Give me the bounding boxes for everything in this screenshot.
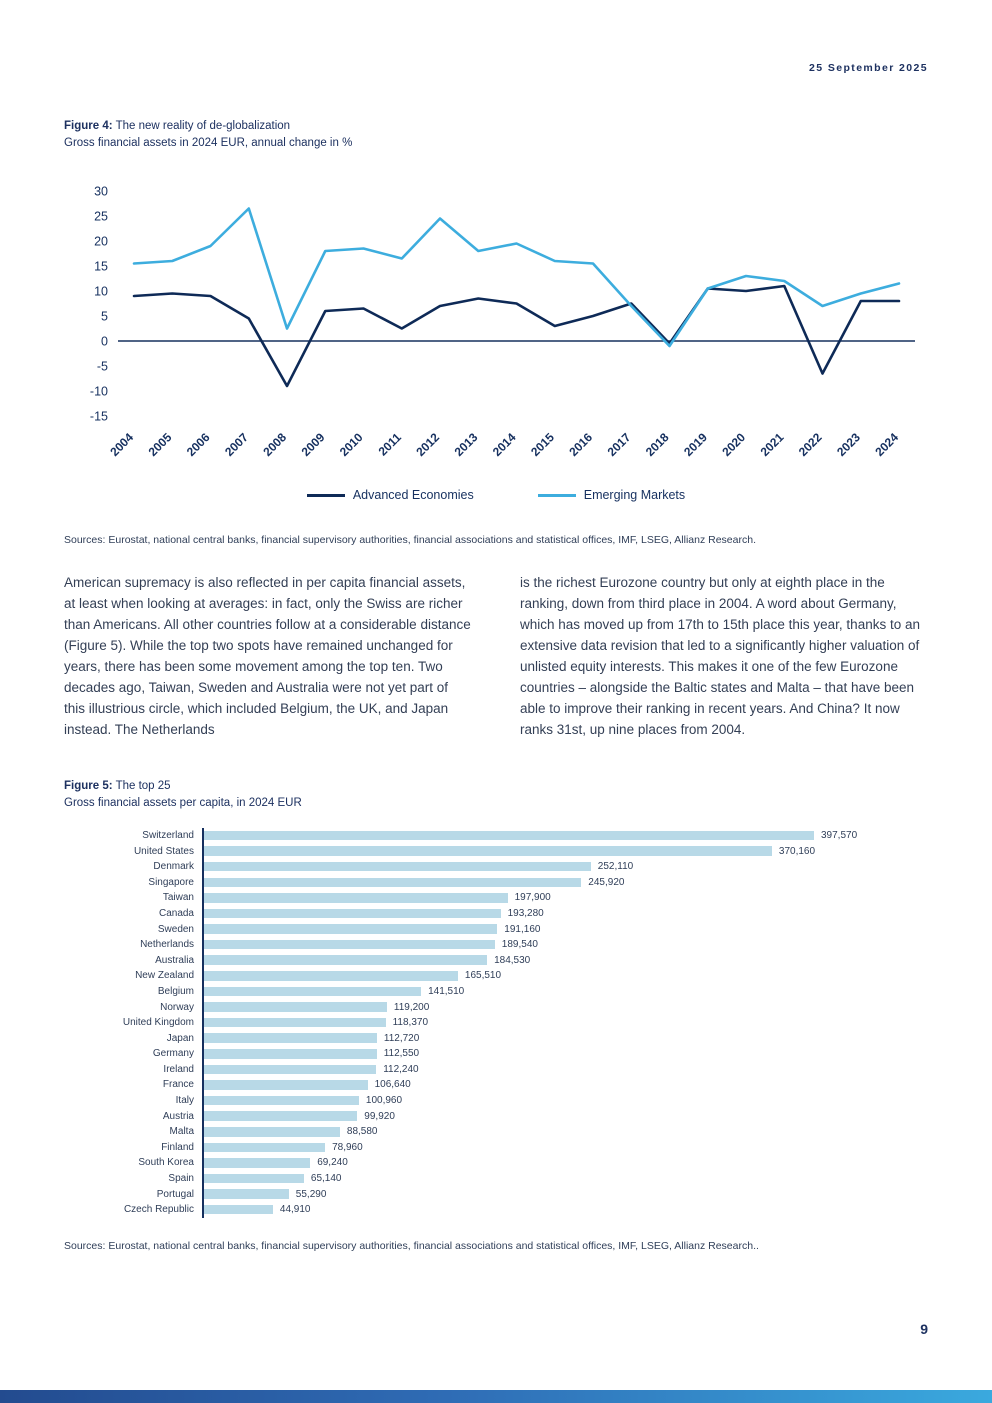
bar-track — [202, 1046, 928, 1062]
bar-track — [202, 1155, 928, 1171]
x-tick-label: 2014 — [489, 430, 519, 460]
x-tick-label: 2010 — [336, 430, 366, 460]
bar-value-label: 69,240 — [317, 1157, 348, 1169]
x-tick-label: 2011 — [375, 430, 404, 459]
bar-value-label: 65,140 — [310, 1173, 342, 1185]
bar-track — [202, 1124, 928, 1140]
bar-row — [64, 968, 928, 984]
bar-value-label: 191,160 — [504, 923, 541, 935]
figure4-title-line — [64, 118, 928, 135]
bar-value-label: 165,510 — [464, 970, 502, 982]
bar-value-label: 55,290 — [295, 1188, 327, 1200]
bar-category-label: Germany — [152, 1048, 194, 1060]
bar-value-label: 370,160 — [778, 845, 816, 857]
bar-row — [64, 952, 928, 968]
figure4-sources: Sources: Eurostat, national central banks, financial supervisory authorities, financial associations and statistical offices, IMF, LSEG, Allianz Research. — [64, 534, 756, 547]
y-tick-label: 0 — [101, 334, 108, 349]
x-tick-label: 2012 — [413, 430, 443, 460]
bar-category-label: Ireland — [163, 1063, 194, 1075]
bar — [204, 1189, 289, 1199]
bar-row — [64, 1155, 928, 1171]
x-tick-label: 2023 — [834, 430, 863, 460]
x-tick-label: 2021 — [757, 430, 787, 460]
bar-row — [64, 843, 928, 859]
bar-category-label: United Kingdom — [122, 1017, 194, 1029]
bar — [204, 940, 495, 950]
y-tick-label: 5 — [101, 309, 108, 324]
bar-track — [202, 1093, 928, 1109]
bar-track — [202, 1202, 928, 1218]
bar-category-label: Switzerland — [142, 829, 194, 841]
bar-track — [202, 937, 928, 953]
bar-value-label: 118,370 — [392, 1017, 428, 1029]
bar — [204, 1033, 377, 1043]
bar-category-label: Norway — [160, 1001, 194, 1013]
emerging-markets-line-swatch — [538, 494, 576, 497]
bar-track — [202, 890, 928, 906]
bar — [204, 1127, 340, 1137]
emerging-markets-line — [134, 209, 899, 347]
x-tick-label: 2020 — [719, 430, 749, 460]
bar-track — [202, 999, 928, 1015]
bar-track — [202, 1186, 928, 1202]
bar-category-label: Finland — [161, 1141, 194, 1153]
bar-track — [202, 952, 928, 968]
y-tick-label: -5 — [96, 359, 108, 374]
advanced-economies-line-swatch — [307, 494, 345, 497]
bar — [204, 862, 591, 872]
x-tick-label: 2004 — [107, 430, 137, 460]
bar — [204, 1174, 304, 1184]
bar-row — [64, 1077, 928, 1093]
bar — [204, 878, 581, 888]
bar-category-label: Japan — [166, 1032, 194, 1044]
bar-row — [64, 1030, 928, 1046]
bar-row — [64, 874, 928, 890]
bar-category-label: Malta — [169, 1126, 194, 1138]
footer-accent-bar — [0, 1390, 992, 1403]
bar-category-label: Canada — [158, 907, 194, 919]
x-tick-label: 2016 — [566, 430, 596, 460]
bar — [204, 909, 501, 919]
bar-category-label: South Korea — [138, 1157, 194, 1169]
figure4-label: Figure 4: — [64, 120, 113, 132]
bar-category-label: United States — [133, 845, 194, 857]
bar-track — [202, 828, 928, 844]
y-tick-label: 30 — [94, 184, 108, 199]
bar-value-label: 100,960 — [365, 1095, 403, 1107]
bar-value-label: 252,110 — [597, 861, 634, 873]
y-tick-label: 15 — [94, 259, 108, 274]
bar-track — [202, 906, 928, 922]
x-tick-label: 2005 — [145, 430, 175, 460]
bar-row — [64, 937, 928, 953]
figure5-title-line — [64, 778, 928, 795]
bar-row — [64, 1171, 928, 1187]
bar — [204, 971, 458, 981]
x-tick-label: 2024 — [872, 430, 902, 460]
x-tick-label: 2015 — [528, 430, 557, 460]
y-tick-label: 25 — [94, 209, 108, 224]
bar-value-label: 44,910 — [279, 1204, 311, 1216]
bar-value-label: 189,540 — [501, 939, 538, 951]
body-column-left: American supremacy is also reflected in per capita financial assets, at least when looking at averages: in fact, only the Swiss are richer than Americans. All other countries follow at a considerable distance (Figure 5). While the top two spots have remained unchanged for years, there has been some movement among the top ten. Two decades ago, Taiwan, Sweden and Australia were not yet part of this illustrious circle, which included Belgium, the UK, and Japan instead. The Netherlands — [64, 575, 471, 738]
bar-category-label: Singapore — [148, 876, 194, 888]
bar — [204, 1018, 386, 1028]
bar-category-label: Sweden — [157, 923, 194, 935]
bar-track — [202, 1030, 928, 1046]
bar-value-label: 112,240 — [383, 1063, 419, 1075]
bar-row — [64, 984, 928, 1000]
bar-value-label: 88,580 — [346, 1126, 378, 1138]
bar — [204, 1205, 273, 1215]
x-tick-label: 2006 — [183, 430, 213, 460]
bar-row — [64, 1124, 928, 1140]
bar-track — [202, 1140, 928, 1156]
figure4-caption — [64, 118, 928, 151]
bar-value-label: 193,280 — [507, 907, 544, 919]
x-tick-label: 2007 — [222, 430, 251, 460]
x-tick-label: 2008 — [260, 430, 290, 460]
bar-track — [202, 921, 928, 937]
bar-row — [64, 1093, 928, 1109]
bar-category-label: Portugal — [156, 1188, 194, 1200]
bar-track — [202, 1015, 928, 1031]
bar — [204, 1111, 357, 1121]
figure5-caption — [64, 778, 928, 811]
bar-value-label: 99,920 — [364, 1110, 395, 1122]
bar-category-label: New Zealand — [135, 970, 194, 982]
bar-category-label: Italy — [175, 1095, 194, 1107]
bar-category-label: Taiwan — [162, 892, 194, 904]
bar-row — [64, 1140, 928, 1156]
body-text — [64, 572, 928, 740]
bar — [204, 1080, 368, 1090]
bar-row — [64, 828, 928, 844]
figure5-title: The top 25 — [115, 780, 171, 793]
bar-row — [64, 859, 928, 875]
bar-category-label: Australia — [155, 954, 194, 966]
figure5-bar-chart — [64, 828, 928, 1218]
line-chart-legend — [64, 488, 928, 502]
bar-value-label: 245,920 — [588, 876, 625, 888]
legend-label-advanced-economies: Advanced Economies — [352, 488, 474, 503]
bar — [204, 987, 421, 997]
bar — [204, 893, 508, 903]
bar-value-label: 112,550 — [383, 1048, 420, 1060]
bar-row — [64, 1015, 928, 1031]
y-tick-label: 10 — [94, 284, 108, 299]
figure4-subtitle: Gross financial assets in 2024 EUR, annual change in % — [64, 136, 353, 149]
bar-track — [202, 874, 928, 890]
bar — [204, 955, 487, 965]
bar-row — [64, 1062, 928, 1078]
bar-category-label: Austria — [162, 1110, 194, 1122]
legend-item-advanced-economies — [307, 488, 474, 502]
x-tick-label: 2009 — [298, 430, 328, 460]
bar — [204, 831, 814, 841]
bar-category-label: France — [162, 1079, 194, 1091]
x-tick-label: 2018 — [642, 430, 672, 460]
x-tick-label: 2022 — [795, 430, 825, 460]
body-column-right: is the richest Eurozone country but only at eighth place in the ranking, down from third place in 2004. A word about Germany, which has moved up from 17th to 15th place this year, thanks to an extensive data revision that led to a significantly higher valuation of unlisted equity interests. This makes it one of the few Eurozone countries – alongside the Baltic states and Malta – that have been able to improve their ranking in recent years. And China? It now ranks 31st, up nine places from 2004. — [520, 575, 920, 738]
bar-value-label: 119,200 — [393, 1001, 430, 1013]
bar-value-label: 106,640 — [374, 1079, 411, 1091]
bar-row — [64, 1108, 928, 1124]
bar-row — [64, 921, 928, 937]
line-chart-svg — [68, 181, 930, 479]
bar-track — [202, 1171, 928, 1187]
advanced-economies-line — [134, 286, 899, 386]
bar — [204, 1143, 325, 1153]
bar — [204, 924, 497, 934]
bar — [204, 1049, 377, 1059]
bar-value-label: 397,570 — [821, 829, 858, 841]
bar-category-label: Spain — [168, 1173, 194, 1185]
legend-label-emerging-markets: Emerging Markets — [583, 488, 686, 503]
bar-value-label: 197,900 — [514, 892, 551, 904]
bar-row — [64, 890, 928, 906]
bar-track — [202, 968, 928, 984]
bar-track — [202, 1077, 928, 1093]
bar-value-label: 141,510 — [428, 985, 465, 997]
figure4-title: The new reality of de-globalization — [115, 120, 291, 132]
bar-category-label: Netherlands — [140, 939, 194, 951]
bar — [204, 1065, 376, 1075]
bar-track — [202, 859, 928, 875]
x-tick-label: 2017 — [604, 430, 634, 460]
bar-row — [64, 1202, 928, 1218]
y-tick-label: -10 — [89, 384, 108, 399]
bar-value-label: 184,530 — [494, 954, 531, 966]
x-tick-label: 2019 — [681, 430, 710, 460]
figure5-subtitle: Gross financial assets per capita, in 2024 EUR — [64, 797, 302, 810]
x-tick-label: 2013 — [451, 430, 481, 460]
bar — [204, 1002, 387, 1012]
figure5-sources: Sources: Eurostat, national central banks, financial supervisory authorities, financial associations and statistical offices, IMF, LSEG, Allianz Research.. — [64, 1239, 759, 1252]
legend-item-emerging-markets — [538, 488, 685, 502]
bar-track — [202, 1108, 928, 1124]
bar — [204, 1096, 359, 1106]
report-date: 25 September 2025 — [809, 62, 928, 74]
bar-track — [202, 984, 928, 1000]
bar-track — [202, 1062, 928, 1078]
bar — [204, 846, 772, 856]
bar-value-label: 78,960 — [332, 1141, 363, 1153]
bar-row — [64, 1186, 928, 1202]
y-tick-label: -15 — [89, 409, 108, 424]
y-tick-label: 20 — [94, 234, 108, 249]
bar-category-label: Belgium — [157, 985, 194, 997]
bar — [204, 1158, 310, 1168]
bar-row — [64, 906, 928, 922]
bar-category-label: Czech Republic — [123, 1204, 194, 1216]
figure4-line-chart — [68, 181, 928, 484]
figure5-label: Figure 5: — [64, 780, 113, 793]
bar-value-label: 112,720 — [383, 1032, 420, 1044]
page-number: 9 — [920, 1321, 928, 1337]
bar-track — [202, 843, 928, 859]
bar-row — [64, 1046, 928, 1062]
bar-category-label: Denmark — [153, 861, 194, 873]
bar-row — [64, 999, 928, 1015]
